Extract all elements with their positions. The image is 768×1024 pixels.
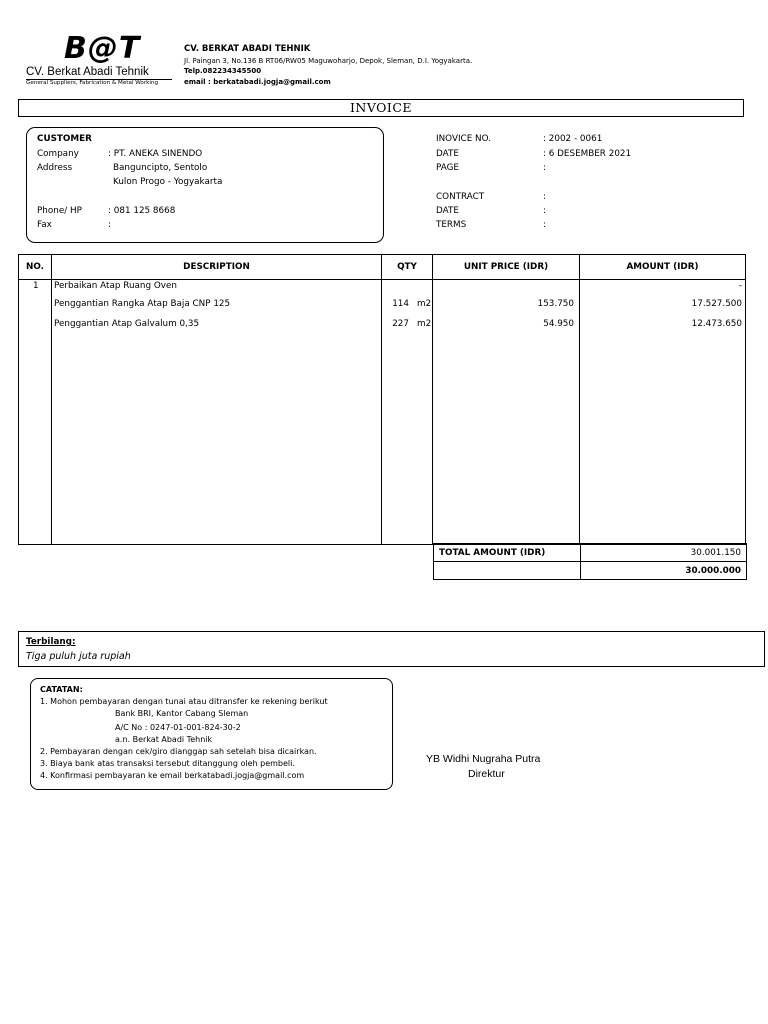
address-line1: Banguncipto, Sentolo bbox=[113, 163, 208, 173]
logo-company-name: CV. Berkat Abadi Tehnik bbox=[26, 66, 149, 78]
info-label: TERMS bbox=[436, 220, 467, 230]
info-label: CONTRACT bbox=[436, 192, 485, 202]
row-unit: m2 bbox=[417, 299, 432, 309]
company-label: Company bbox=[37, 149, 79, 159]
header-unit-price: UNIT PRICE (IDR) bbox=[433, 255, 580, 280]
items-table bbox=[18, 254, 746, 545]
row-no: 1 bbox=[33, 281, 39, 291]
info-label: INOVICE NO. bbox=[436, 134, 491, 144]
row-description: Penggantian Atap Galvalum 0,35 bbox=[54, 319, 200, 329]
info-label: PAGE bbox=[436, 163, 459, 173]
row-amount: 12.473.650 bbox=[691, 319, 742, 329]
company-logo: B@T bbox=[64, 31, 141, 66]
row-unit: m2 bbox=[417, 319, 432, 329]
info-value: : bbox=[543, 220, 546, 230]
address-line2: Kulon Progo - Yogyakarta bbox=[113, 177, 223, 187]
fax-label: Fax bbox=[37, 220, 52, 230]
header-description: DESCRIPTION bbox=[52, 255, 382, 280]
notes-holder: a.n. Berkat Abadi Tehnik bbox=[115, 735, 213, 744]
invoice-title: INVOICE bbox=[18, 99, 744, 117]
notes-line-2: 2. Pembayaran dengan cek/giro dianggap sah setelah bisa dicairkan. bbox=[40, 747, 317, 756]
address-label: Address bbox=[37, 163, 73, 173]
company-name: CV. BERKAT ABADI TEHNIK bbox=[184, 44, 311, 54]
notes-line-1: 1. Mohon pembayaran dengan tunai atau ditransfer ke rekening berikut bbox=[40, 697, 328, 706]
notes-heading: CATATAN: bbox=[40, 685, 83, 694]
signature-role: Direktur bbox=[468, 768, 505, 780]
company-value: : PT. ANEKA SINENDO bbox=[108, 149, 203, 159]
notes-account: A/C No : 0247-01-001-824-30-2 bbox=[115, 723, 241, 732]
company-email: email : berkatabadi.jogja@gmail.com bbox=[184, 78, 331, 86]
company-phone: Telp.082234345500 bbox=[184, 67, 262, 75]
info-value: : bbox=[543, 163, 546, 173]
row-amount: - bbox=[738, 281, 742, 291]
total-value: 30.001.150 bbox=[581, 544, 747, 562]
company-address: Jl. Paingan 3, No.136 B RT06/RW05 Maguwoharjo, Depok, Sleman, D.I. Yogyakarta. bbox=[184, 57, 473, 65]
header-amount: AMOUNT (IDR) bbox=[580, 255, 746, 280]
terbilang-label: Terbilang: bbox=[26, 637, 76, 647]
row-qty: 227 bbox=[392, 319, 409, 329]
info-value: : 6 DESEMBER 2021 bbox=[543, 149, 632, 159]
total-label: TOTAL AMOUNT (IDR) bbox=[434, 544, 581, 562]
logo-tagline: General Suppliers, Fabrication & Metal Working bbox=[26, 80, 159, 86]
row-unit-price: 54.950 bbox=[543, 319, 574, 329]
info-value: : bbox=[543, 192, 546, 202]
header-no: NO. bbox=[19, 255, 52, 280]
row-description: Perbaikan Atap Ruang Oven bbox=[54, 281, 177, 291]
table-header-row bbox=[19, 255, 746, 280]
customer-heading: CUSTOMER bbox=[37, 134, 92, 144]
info-label: DATE bbox=[436, 149, 459, 159]
fax-value: : bbox=[108, 220, 111, 230]
signature-name: YB Widhi Nugraha Putra bbox=[426, 753, 541, 765]
notes-bank: Bank BRI, Kantor Cabang Sleman bbox=[115, 709, 249, 718]
row-unit-price: 153.750 bbox=[537, 299, 574, 309]
phone-label: Phone/ HP bbox=[37, 206, 82, 216]
notes-line-4: 4. Konfirmasi pembayaran ke email berkatabadi.jogja@gmail.com bbox=[40, 771, 305, 780]
notes-line-3: 3. Biaya bank atas transaksi tersebut ditanggung oleh pembeli. bbox=[40, 759, 295, 768]
info-label: DATE bbox=[436, 206, 459, 216]
row-description: Penggantian Rangka Atap Baja CNP 125 bbox=[54, 299, 231, 309]
info-value: : 2002 - 0061 bbox=[543, 134, 603, 144]
header-qty: QTY bbox=[382, 255, 433, 280]
total-rounded: 30.000.000 bbox=[581, 562, 747, 580]
total-empty bbox=[434, 562, 581, 580]
row-amount: 17.527.500 bbox=[691, 299, 742, 309]
row-qty: 114 bbox=[392, 299, 409, 309]
totals-table bbox=[433, 543, 747, 580]
terbilang-text: Tiga puluh juta rupiah bbox=[26, 651, 131, 662]
phone-value: : 081 125 8668 bbox=[108, 206, 176, 216]
info-value: : bbox=[543, 206, 546, 216]
